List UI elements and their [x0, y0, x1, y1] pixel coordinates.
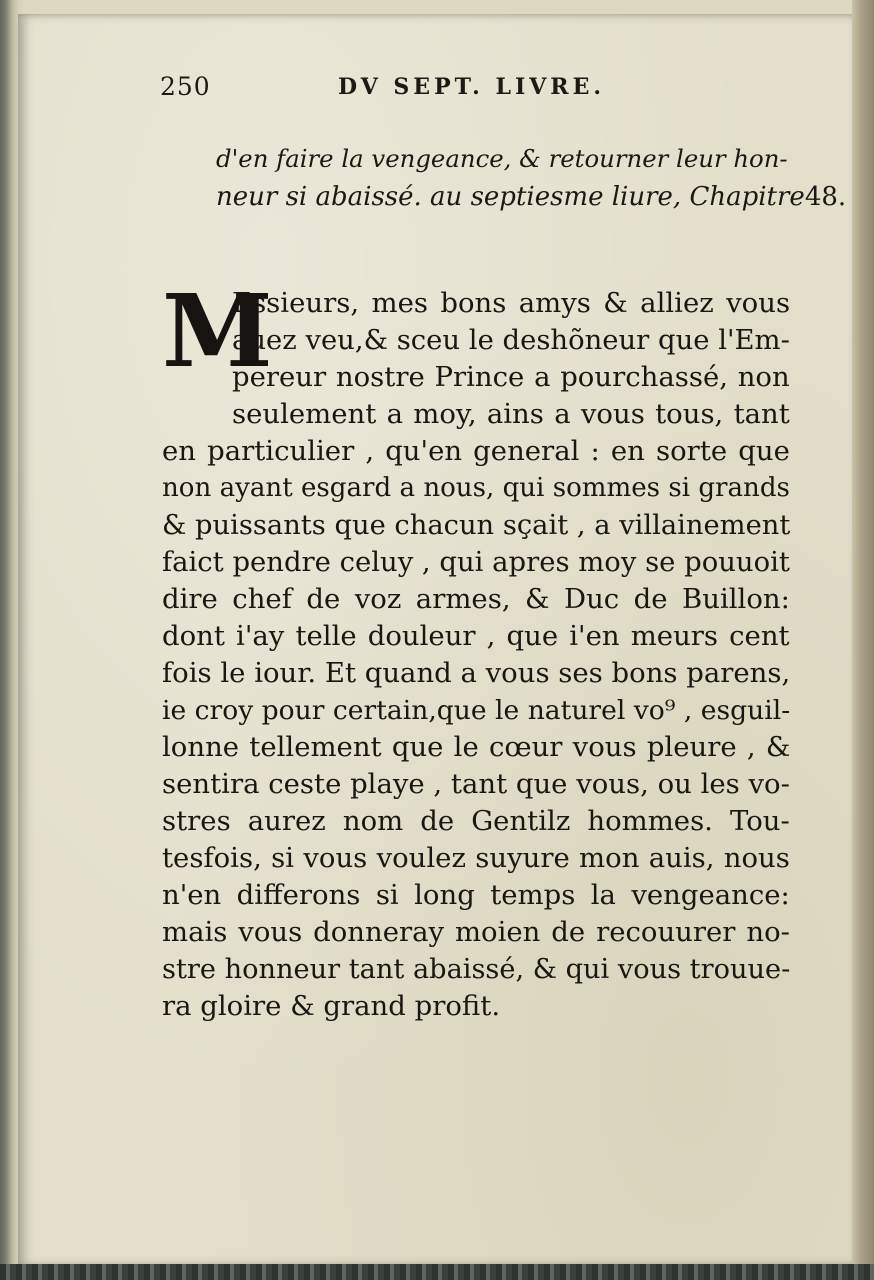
summary-line [216, 178, 847, 216]
text-line: n'en differons si long temps la vengeance: [162, 879, 790, 911]
text-line: non ayant esgard a nous, qui sommes si grands [162, 473, 790, 503]
text-line: seulement a moy, ains a vous tous, tant [232, 398, 790, 430]
body-text [162, 272, 791, 1025]
text-line: faict pendre celuy , qui apres moy se pouuoit [162, 547, 790, 578]
chapter-summary [216, 140, 847, 216]
running-head [160, 72, 630, 106]
background-fabric [0, 1264, 874, 1280]
text-line: stre honneur tant abaissé, & qui vous trouue- [162, 954, 791, 985]
text-line: ie croy pour certain,que le naturel vo⁹ , esguil- [162, 695, 791, 726]
text-line: ra gloire & grand profit. [162, 990, 501, 1022]
text-line: en particulier , qu'en general : en sorte que [162, 435, 790, 467]
text-line: dont i'ay telle douleur , que i'en meurs cent [162, 620, 790, 652]
text-line: pereur nostre Prince a pourchassé, non [232, 361, 790, 393]
text-line: stres aurez nom de Gentilz hommes. Tou- [162, 805, 790, 837]
running-title: DV SEPT. LIVRE. [338, 74, 606, 100]
text-line: fois le iour. Et quand a vous ses bons parens, [162, 657, 791, 689]
drop-cap: M [162, 272, 273, 390]
page-edge [852, 0, 874, 1280]
page-number: 250 [160, 72, 211, 101]
text-line: auez veu,& sceu le deshõneur que l'Em- [232, 325, 790, 356]
text-line: dire chef de voz armes, & Duc de Buillon: [162, 583, 790, 615]
text-line: mais vous donneray moien de recouurer no- [162, 916, 790, 948]
text-line: & puissants que chacun sçait , a villainement [162, 510, 791, 541]
text-line: sentira ceste playe , tant que vous, ou les vo- [162, 768, 790, 800]
summary-line-2: neur si abaissé. au septiesme liure, Chapitre [216, 182, 805, 212]
chapter-number: 48. [804, 182, 847, 212]
text-line: lonne tellement que le cœur vous pleure , & [162, 731, 791, 763]
show-through-ghost [438, 114, 446, 139]
text-line: Essieurs, mes bons amys & alliez vous [232, 287, 791, 319]
summary-line-1: d'en faire la vengeance, & retourner leur hon- [216, 144, 788, 173]
summary-line [216, 140, 788, 178]
text-line: tesfois, si vous voulez suyure mon auis, nous [162, 842, 790, 874]
